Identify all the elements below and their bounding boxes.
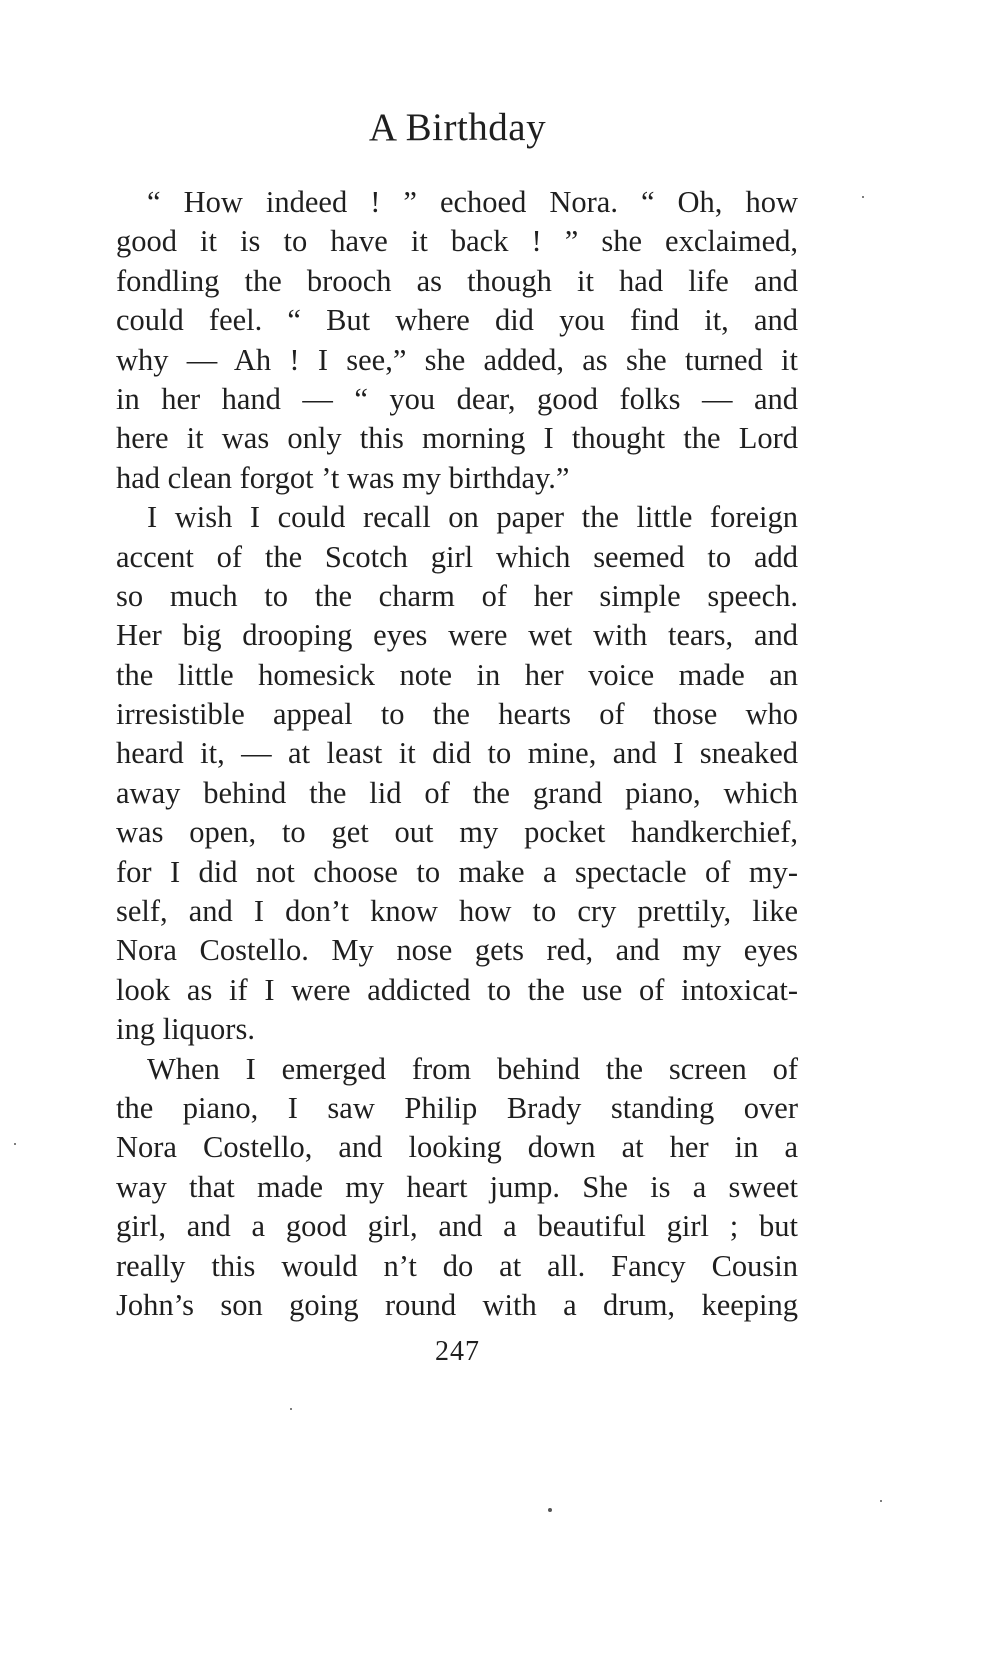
text-line: for I did not choose to make a spectacle of my- xyxy=(116,854,798,889)
text-line: fondling the brooch as though it had life and xyxy=(116,263,798,298)
text-line: Her big drooping eyes were wet with tears, and xyxy=(116,618,798,653)
print-speck xyxy=(862,196,864,198)
text-line: I wish I could recall on paper the little foreign xyxy=(147,500,798,535)
text-line: had clean forgot ’t was my birthday.” xyxy=(116,460,570,495)
text-line: the piano, I saw Philip Brady standing over xyxy=(116,1090,798,1125)
text-line: girl, and a good girl, and a beautiful girl ; but xyxy=(116,1209,798,1244)
print-speck xyxy=(548,1508,552,1512)
text-line: in her hand — “ you dear, good folks — and xyxy=(116,381,798,416)
print-speck xyxy=(880,1500,882,1502)
paragraph-3 xyxy=(116,1050,798,1326)
running-head: A Birthday xyxy=(368,106,547,149)
paragraph-2 xyxy=(116,498,798,1049)
text-line: really this would n’t do at all. Fancy Cousin xyxy=(116,1248,798,1283)
text-line: so much to the charm of her simple speech. xyxy=(116,578,798,613)
text-line: was open, to get out my pocket handkerchief, xyxy=(116,815,798,850)
page-number: 247 xyxy=(435,1336,480,1367)
text-line: here it was only this morning I thought the Lord xyxy=(116,421,798,456)
print-speck xyxy=(290,1408,292,1410)
text-line: the little homesick note in her voice made an xyxy=(116,657,798,692)
text-line: good it is to have it back ! ” she exclaimed, xyxy=(116,224,798,259)
text-line: accent of the Scotch girl which seemed to add xyxy=(116,539,798,574)
text-line: away behind the lid of the grand piano, which xyxy=(116,775,798,810)
text-line: When I emerged from behind the screen of xyxy=(147,1051,798,1086)
text-line: “ How indeed ! ” echoed Nora. “ Oh, how xyxy=(147,185,798,219)
text-line: Nora Costello, and looking down at her in a xyxy=(116,1130,798,1165)
text-line: why — Ah ! I see,” she added, as she turned it xyxy=(116,342,798,377)
text-line: heard it, — at least it did to mine, and I sneaked xyxy=(116,736,798,771)
text-line: ing liquors. xyxy=(116,1012,255,1047)
text-line: self, and I don’t know how to cry prettily, like xyxy=(116,894,798,929)
body-text xyxy=(116,183,798,1325)
text-line: way that made my heart jump. She is a sweet xyxy=(116,1169,798,1204)
text-line: look as if I were addicted to the use of intoxicat- xyxy=(116,972,798,1007)
print-speck xyxy=(14,1143,16,1145)
paragraph-1 xyxy=(116,183,798,498)
text-line: Nora Costello. My nose gets red, and my eyes xyxy=(116,933,798,968)
text-line: irresistible appeal to the hearts of those who xyxy=(116,697,798,732)
text-line: John’s son going round with a drum, keeping xyxy=(116,1287,798,1322)
text-line: could feel. “ But where did you find it, and xyxy=(116,303,798,338)
